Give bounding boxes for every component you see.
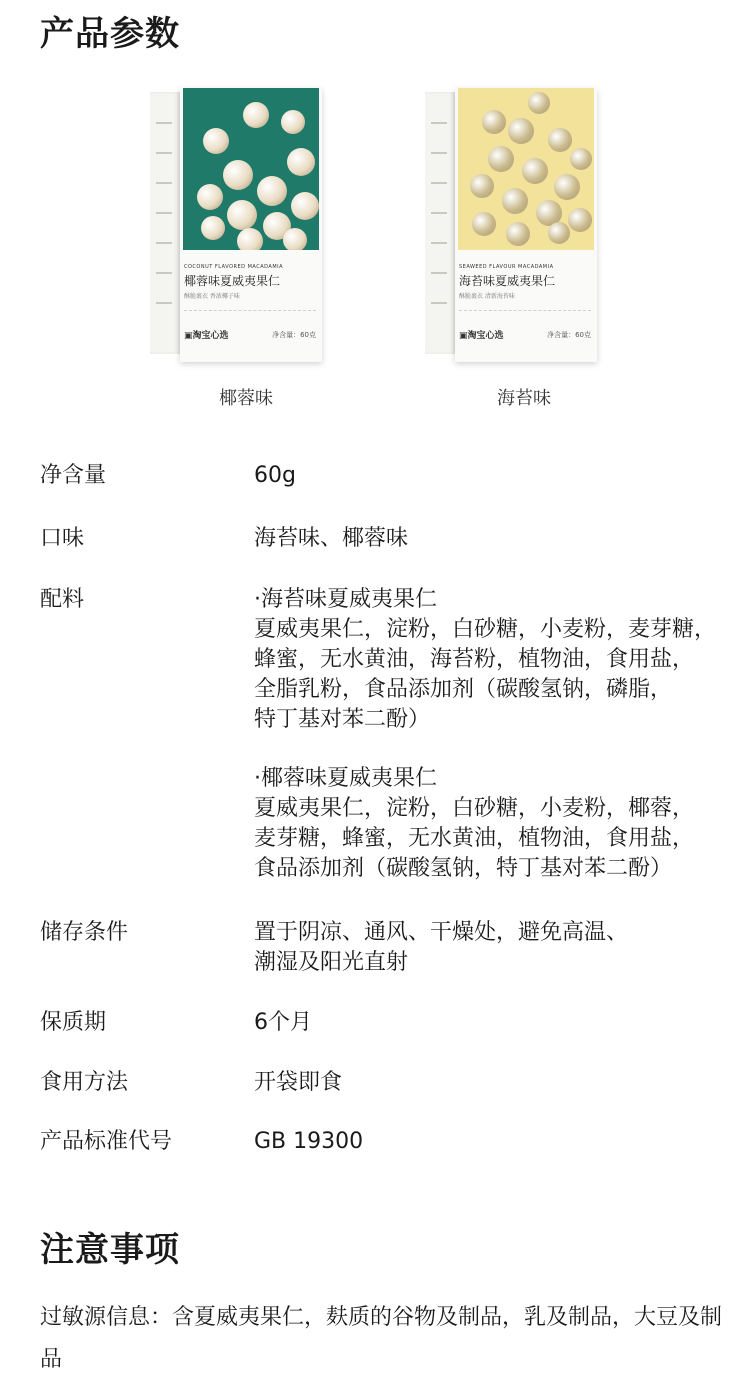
brand-logo: ▣淘宝心选 (184, 331, 229, 341)
spec-value-storage: 置于阴凉、通风、干燥处，避免高温、 (254, 920, 629, 945)
box-divider (184, 310, 316, 311)
spec-value-flavor: 海苔味、椰蓉味 (254, 526, 409, 551)
nut-icon (548, 128, 572, 152)
box-tagline: 酥脆裹衣 香浓椰子味 (184, 293, 240, 300)
nut-icon (472, 212, 496, 236)
spec-value-usage: 开袋即食 (254, 1070, 343, 1095)
nut-icon (488, 146, 514, 172)
nut-icon (281, 110, 305, 134)
nut-photo (458, 88, 594, 250)
ingredients-line: ·海苔味夏威夷果仁 (254, 587, 437, 612)
box-front (180, 88, 322, 362)
spec-label-standard: 产品标准代号 (40, 1129, 173, 1154)
product-image-seaweed (425, 88, 597, 362)
brand-logo: ▣淘宝心选 (459, 331, 504, 341)
nut-icon (470, 174, 494, 198)
allergen-notice: 过敏源信息：含夏威夷果仁，麸质的谷物及制品，乳及制品，大豆及制品 (40, 1305, 723, 1372)
nut-icon (528, 92, 550, 114)
box-english-name: COCONUT FLAVORED MACADAMIA (184, 264, 284, 270)
flavor-caption-seaweed: 海苔味 (497, 388, 551, 409)
nut-icon (506, 222, 530, 246)
product-image-coconut (150, 88, 322, 362)
nut-icon (257, 176, 287, 206)
box-divider (459, 310, 591, 311)
nut-icon (554, 174, 580, 200)
spec-label-flavor: 口味 (40, 526, 85, 551)
ingredients-line: 全脂乳粉，食品添加剂（碳酸氢钠，磷脂， (254, 677, 673, 702)
ingredients-line: 夏威夷果仁，淀粉，白砂糖，小麦粉，椰蓉， (254, 796, 695, 821)
nut-icon (243, 102, 269, 128)
spec-label-storage: 储存条件 (40, 920, 129, 945)
ingredients-line: 特丁基对苯二酚） (254, 707, 431, 732)
nut-icon (568, 208, 592, 232)
section-title-notice: 注意事项 (40, 1230, 180, 1270)
box-front (455, 88, 597, 362)
spec-label-ingredients: 配料 (40, 587, 85, 612)
nut-icon (508, 118, 534, 144)
ingredients-line: 夏威夷果仁，淀粉，白砂糖，小麦粉，麦芽糖， (254, 617, 717, 642)
nut-icon (291, 192, 319, 220)
spec-value-shelf-life: 6个月 (254, 1010, 312, 1035)
spec-value-standard: GB 19300 (254, 1129, 364, 1154)
box-side-panel (150, 92, 180, 354)
nut-icon (197, 184, 223, 210)
section-title-params: 产品参数 (40, 14, 180, 54)
box-english-name: SEAWEED FLAVOUR MACADAMIA (459, 264, 554, 270)
ingredients-line: 蜂蜜，无水黄油，海苔粉，植物油，食用盐， (254, 647, 695, 672)
nut-icon (201, 216, 225, 240)
box-net-weight: 净含量：60克 (547, 331, 591, 339)
nut-icon (482, 110, 506, 134)
box-net-weight: 净含量：60克 (272, 331, 316, 339)
ingredients-line: 食品添加剂（碳酸氢钠，特丁基对苯二酚） (254, 856, 673, 881)
spec-value-storage: 潮湿及阳光直射 (254, 950, 409, 975)
nut-icon (203, 128, 229, 154)
spec-label-usage: 食用方法 (40, 1070, 129, 1095)
ingredients-line: 麦芽糖，蜂蜜，无水黄油，植物油，食用盐， (254, 826, 695, 851)
box-tagline: 酥脆裹衣 清新海苔味 (459, 293, 515, 300)
nut-icon (287, 148, 315, 176)
box-side-panel (425, 92, 455, 354)
nut-icon (522, 158, 548, 184)
spec-value-net-weight: 60g (254, 463, 296, 488)
nut-icon (570, 148, 592, 170)
ingredients-line: ·椰蓉味夏威夷果仁 (254, 766, 437, 791)
box-product-name: 椰蓉味夏威夷果仁 (184, 274, 281, 288)
nut-icon (227, 200, 257, 230)
nut-icon (283, 228, 307, 250)
box-product-name: 海苔味夏威夷果仁 (459, 274, 556, 288)
nut-photo (183, 88, 319, 250)
flavor-caption-coconut: 椰蓉味 (219, 388, 273, 409)
nut-icon (237, 228, 263, 250)
nut-icon (548, 222, 570, 244)
spec-label-net-weight: 净含量 (40, 463, 107, 488)
nut-icon (502, 188, 528, 214)
spec-label-shelf-life: 保质期 (40, 1010, 107, 1035)
nut-icon (223, 160, 253, 190)
